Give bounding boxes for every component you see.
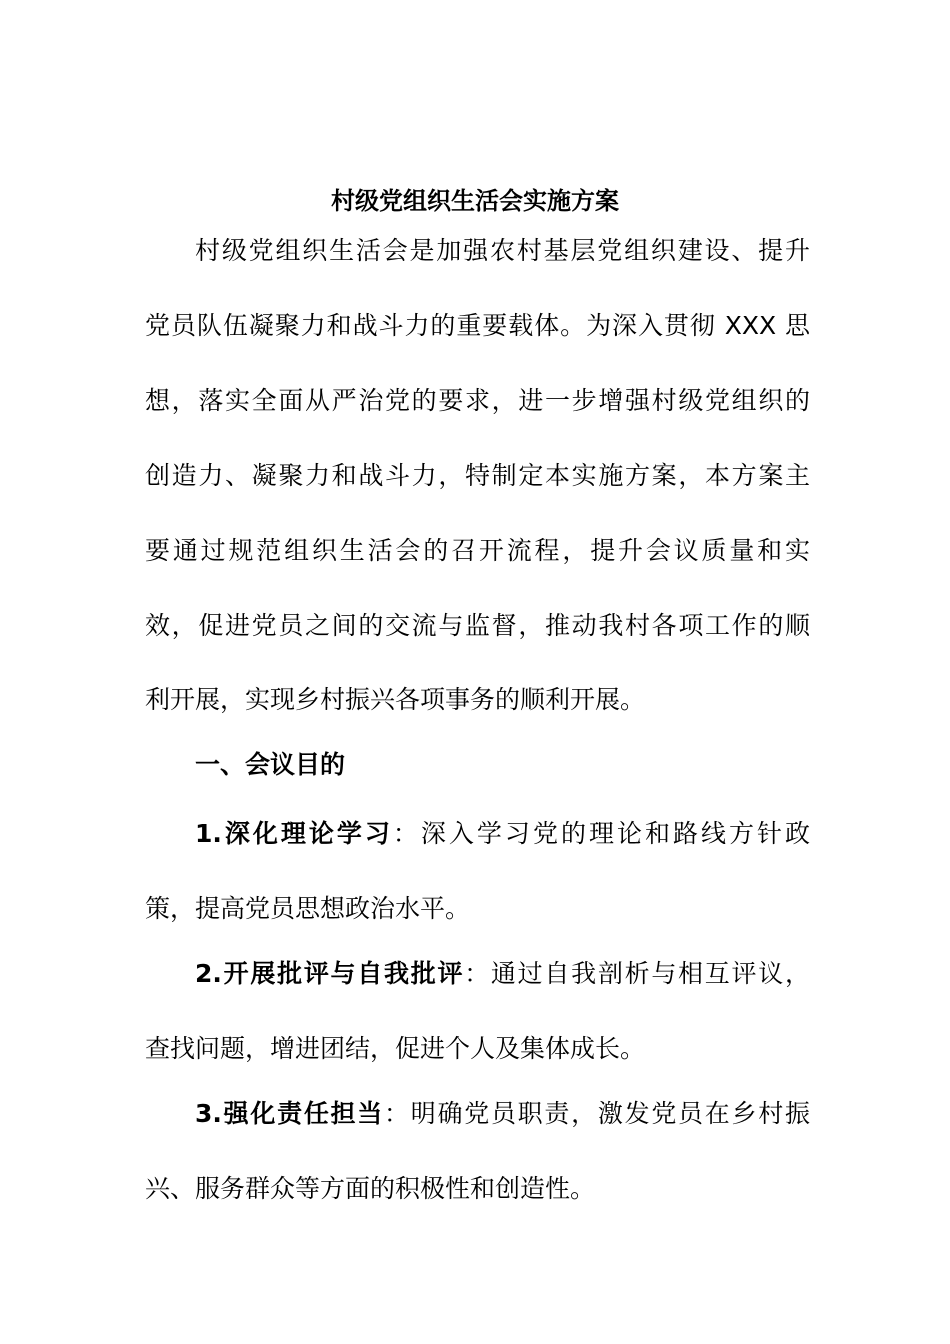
intro-line-6: 效，促进党员之间的交流与监督，推动我村各项工作的顺 (145, 611, 810, 640)
item-3-line-2: 兴、服务群众等方面的积极性和创造性。 (145, 1174, 596, 1203)
item-2-label: 2.开展批评与自我批评 (195, 959, 465, 988)
intro-line-2: 党员队伍凝聚力和战斗力的重要载体。为深入贯彻 XXX 思 (145, 311, 810, 340)
item-3-line-1 (195, 1094, 810, 1134)
document-title: 村级党组织生活会实施方案 (331, 187, 619, 215)
intro-line-7: 利开展，实现乡村振兴各项事务的顺利开展。 (145, 685, 646, 714)
intro-line-3: 想，落实全面从严治党的要求，进一步增强村级党组织的 (145, 386, 810, 415)
item-2-text: ：通过自我剖析与相互评议， (464, 959, 810, 988)
item-3-label: 3.强化责任担当 (195, 1099, 385, 1128)
item-1-text: ：深入学习党的理论和路线方针政 (392, 819, 810, 848)
item-3-text: ：明确党员职责，激发党员在乡村振 (384, 1099, 810, 1128)
item-2-line-2: 查找问题，增进团结，促进个人及集体成长。 (145, 1034, 646, 1063)
item-1-line-1 (195, 814, 810, 854)
section-heading: 一、会议目的 (195, 750, 346, 779)
intro-line-4: 创造力、凝聚力和战斗力，特制定本实施方案，本方案主 (145, 461, 810, 490)
intro-line-5: 要通过规范组织生活会的召开流程，提升会议质量和实 (145, 536, 810, 565)
item-1-label: 1.深化理论学习 (195, 819, 393, 848)
item-2-line-1 (195, 954, 810, 994)
intro-line-1: 村级党组织生活会是加强农村基层党组织建设、提升 (195, 236, 810, 265)
item-1-line-2: 策，提高党员思想政治水平。 (145, 894, 471, 923)
